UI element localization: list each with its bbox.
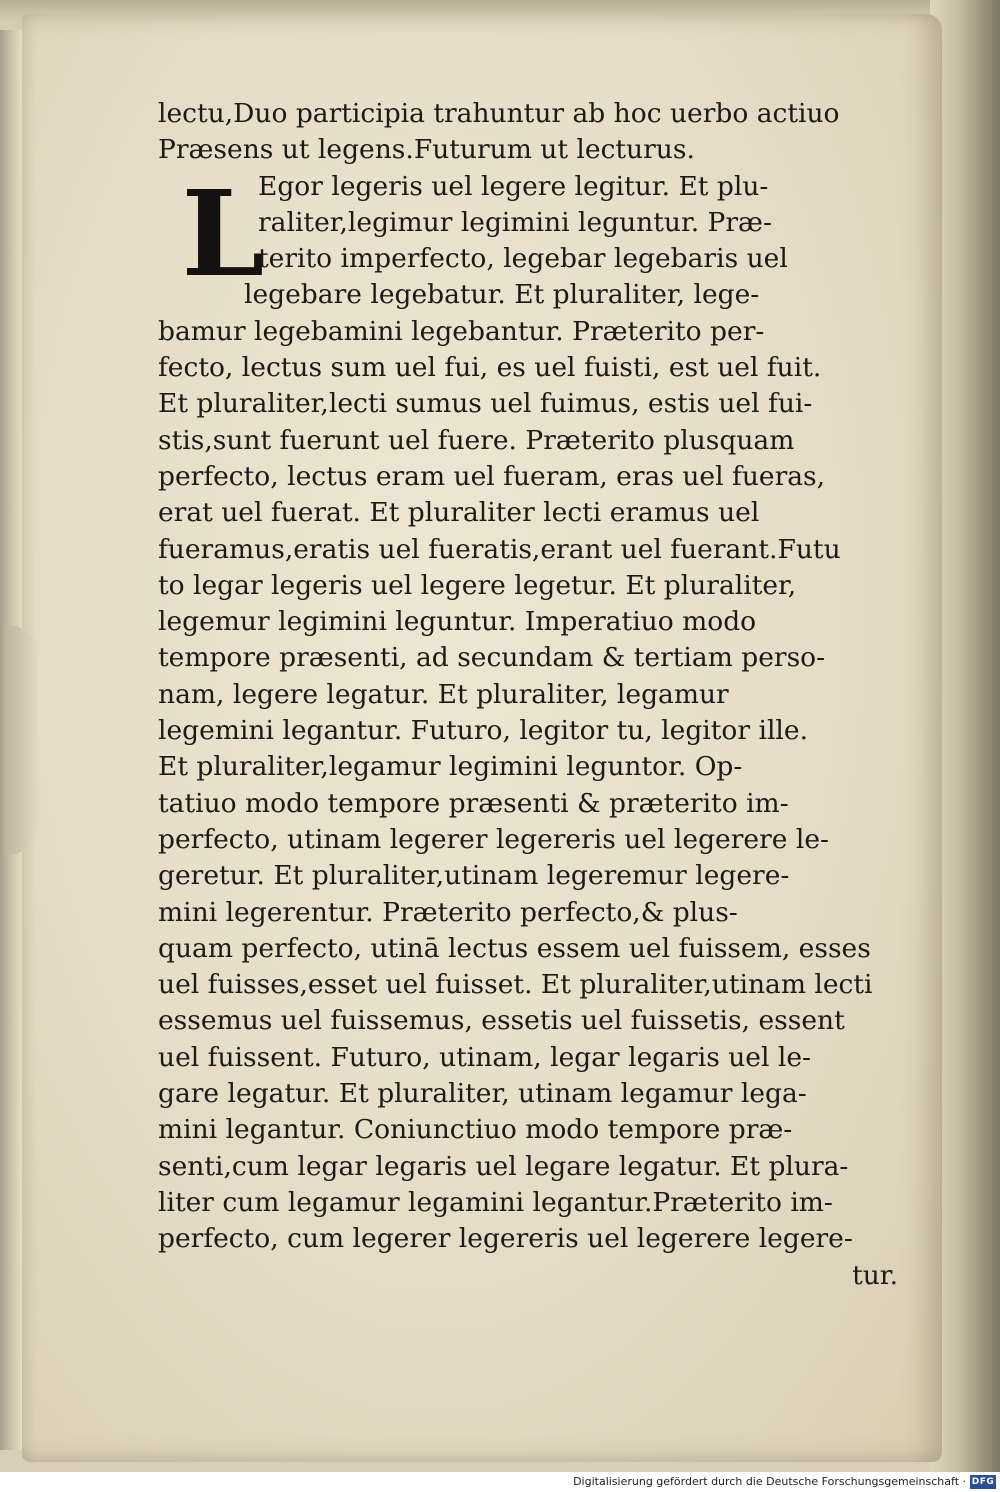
text-line: stis,sunt fuerunt uel fuere. Præterito plusquam (158, 424, 795, 456)
text-line: perfecto, cum legerer legereris uel legerere legere- (158, 1223, 853, 1255)
text-line: tatiuo modo tempore præsenti & præterito im- (158, 787, 789, 819)
text-line: raliter,legimur legimini leguntur. Præ- (258, 206, 772, 238)
dfg-logo-icon: DFG (971, 1477, 995, 1487)
digitization-footer (0, 1472, 1000, 1492)
text-line: legebare legebatur. Et pluraliter, lege- (244, 279, 760, 311)
text-line: mini legerentur. Præterito perfecto,& plus- (158, 896, 738, 928)
text-line: legemini legantur. Futuro, legitor tu, legitor ille. (158, 715, 809, 747)
text-line: perfecto, lectus eram uel fueram, eras uel fueras, (158, 460, 826, 492)
text-line: lectu,Duo participia trahuntur ab hoc uerbo actiuo (158, 98, 840, 129)
text-line: legemur legimini leguntur. Imperatiuo modo (158, 606, 757, 638)
text-line: fecto, lectus sum uel fui, es uel fuisti, est uel fuit. (158, 352, 822, 384)
text-line: liter cum legamur legamini legantur.Præterito im- (158, 1186, 833, 1218)
text-line: uel fuissent. Futuro, utinam, legar legaris uel le- (158, 1041, 811, 1073)
catchword: tur. (852, 1259, 898, 1291)
footer-credit-text: Digitalisierung gefördert durch die Deutsche Forschungsgemeinschaft · (573, 1475, 966, 1488)
text-line: senti,cum legar legaris uel legare legatur. Et plura- (158, 1150, 849, 1182)
text-line: gare legatur. Et pluraliter, utinam legamur lega- (158, 1078, 807, 1110)
drop-cap-initial: L (181, 164, 265, 303)
text-line: tempore præsenti, ad secundam & tertiam perso- (158, 642, 826, 674)
text-line: geretur. Et pluraliter,utinam legeremur legere- (158, 860, 790, 892)
text-line: quam perfecto, utinā lectus essem uel fuissem, esses (158, 932, 871, 964)
text-line: essemus uel fuissemus, essetis uel fuissetis, essent (158, 1005, 845, 1037)
text-line: mini legantur. Coniunctiuo modo tempore præ- (158, 1114, 793, 1146)
text-line: Egor legeris uel legere legitur. Et plu- (258, 170, 769, 202)
text-line: Et pluraliter,legamur legimini leguntor. Op- (158, 751, 743, 783)
text-line: terito imperfecto, legebar legebaris uel (258, 243, 788, 275)
text-line: uel fuisses,esset uel fuisset. Et pluraliter,utinam lecti (158, 969, 873, 1001)
text-line: erat uel fuerat. Et pluraliter lecti eramus uel (158, 497, 760, 529)
page-clip-tab (4, 625, 38, 855)
text-line: to legar legeris uel legere legetur. Et pluraliter, (158, 569, 797, 601)
text-line: Et pluraliter,lecti sumus uel fuimus, estis uel fui- (158, 388, 813, 420)
text-line: bamur legebamini legebantur. Præterito per- (158, 315, 765, 347)
text-line: fueramus,eratis uel fueratis,erant uel fuerant.Futu (158, 533, 841, 565)
text-line: nam, legere legatur. Et pluraliter, legamur (158, 678, 729, 710)
text-line: Præsens ut legens.Futurum ut lecturus. (158, 134, 695, 166)
page-text (158, 96, 918, 1294)
text-line: perfecto, utinam legerer legereris uel legerere le- (158, 823, 829, 855)
